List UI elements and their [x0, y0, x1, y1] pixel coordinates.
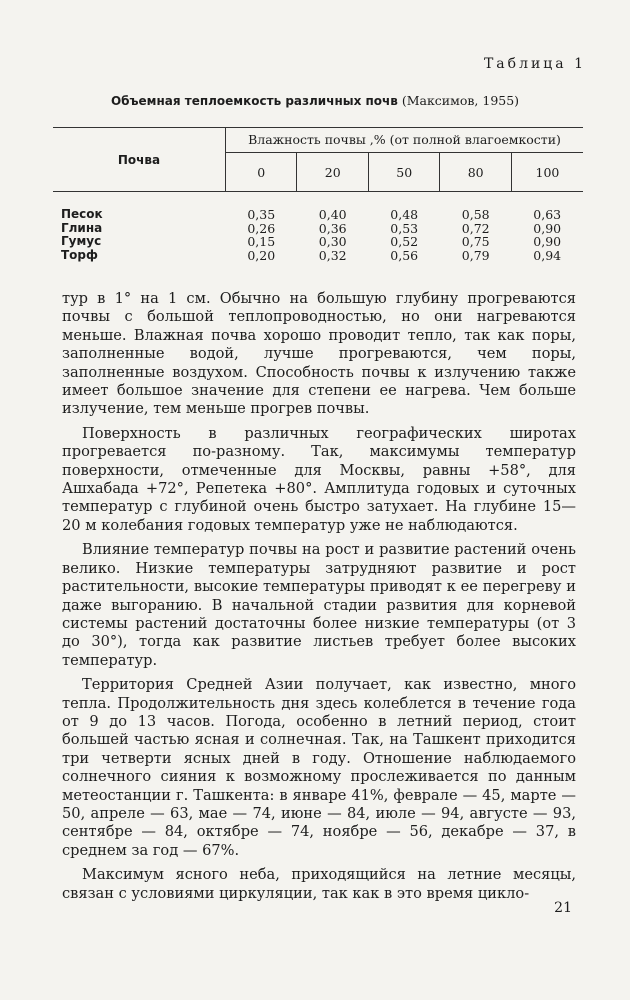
- paragraph: Влияние температур почвы на рост и развитие растений очень велико. Низкие температуры затрудняют развитие и рост растительности, высокие температуры приводят к ее перегреву и даже выгоранию. В начальной стадии развития для корневой системы растений достаточны более низкие температуры (от 3 до 30°), тогда как развитие листьев требует более высоких температур.: [62, 541, 576, 669]
- heat-capacity-table: [53, 127, 583, 262]
- moisture-column-header: 20: [297, 153, 368, 192]
- soil-name: Гумус: [61, 234, 102, 248]
- heat-capacity-value: 0,75: [461, 234, 490, 249]
- heat-capacity-value: 0,48: [390, 207, 419, 222]
- heat-capacity-value: 0,56: [390, 247, 419, 263]
- page-number: 21: [554, 900, 572, 916]
- table-row: [53, 222, 583, 236]
- heat-capacity-value: 0,35: [247, 207, 276, 222]
- heat-capacity-value: 0,40: [318, 207, 347, 222]
- heat-capacity-value: 0,32: [318, 247, 347, 263]
- table-row: [53, 235, 583, 249]
- heat-capacity-value: 0,94: [533, 247, 562, 263]
- paragraph: Максимум ясного неба, приходящийся на летние месяцы, связан с условиями циркуляции, так как в это время цикло-: [62, 866, 576, 902]
- table-row: [53, 192, 583, 222]
- paragraph: Поверхность в различных географических широтах прогревается по-разному. Так, максимумы температур поверхности, отмеченные для Москвы, равны +58°, для Ашхабада +72°, Репетека +80°. Амплитуда годовых и суточных температур с глубиной очень быстро затухает. На глубине 15—20 м колебания годовых температур уже не наблюдаются.: [62, 424, 576, 534]
- table-row: [53, 249, 583, 263]
- moisture-column-header: 50: [368, 153, 439, 192]
- table-title-main: Объемная теплоемкость различных почв: [110, 94, 398, 108]
- heat-capacity-value: 0,63: [533, 207, 562, 222]
- heat-capacity-value: 0,20: [247, 247, 276, 263]
- soil-name: Песок: [61, 207, 103, 221]
- moisture-column-header: 80: [440, 153, 511, 192]
- table-title-source: (Максимов, 1955): [401, 93, 520, 108]
- heat-capacity-value: 0,52: [390, 234, 419, 249]
- soil-column-header: Почва: [53, 128, 226, 192]
- soil-name: Глина: [61, 220, 103, 235]
- heat-capacity-value: 0,90: [533, 234, 562, 249]
- moisture-group-header: Влажность почвы ,% (от полной влагоемкости): [226, 128, 584, 153]
- heat-capacity-value: 0,72: [461, 220, 490, 236]
- soil-name: Торф: [61, 247, 98, 262]
- heat-capacity-value: 0,79: [461, 247, 490, 263]
- heat-capacity-value: 0,90: [533, 220, 562, 236]
- heat-capacity-value: 0,30: [318, 234, 347, 249]
- table-label: Таблица 1: [483, 56, 586, 72]
- paragraph: тур в 1° на 1 см. Обычно на большую глубину прогреваются почвы с большой теплопроводностью, но они нагреваются меньше. Влажная почва хорошо проводит тепло, так как поры, заполненные водой, лучше прогреваются, чем поры, заполненные воздухом. Способность почвы к излучению также имеет большое значение для степени ее нагрева. Чем больше излучение, тем меньше прогрев почвы.: [62, 290, 576, 418]
- moisture-column-header: 100: [511, 153, 583, 192]
- heat-capacity-value: 0,26: [247, 220, 276, 236]
- table-body: [53, 192, 583, 263]
- heat-capacity-value: 0,53: [390, 220, 419, 236]
- heat-capacity-value: 0,15: [247, 234, 276, 249]
- moisture-column-header: 0: [226, 153, 297, 192]
- paragraph: Территория Средней Азии получает, как известно, много тепла. Продолжительность дня здесь колеблется в течение года от 9 до 13 часов. Погода, особенно в летний период, стоит большей частью ясная и солнечная. Так, на Ташкент приходится три четверти ясных дней в году. Отношение наблюдаемого солнечного сияния к возможному прослеживается по данным метеостанции г. Ташкента: в январе 41%, феврале — 45, марте — 50, апреле — 63, мае — 74, июне — 84, июле — 94, августе — 93, сентябре — 84, октябре — 74, ноябре — 56, декабре — 37, в среднем за год — 67%.: [62, 676, 576, 859]
- body-text: [62, 290, 576, 909]
- heat-capacity-value: 0,58: [461, 207, 490, 222]
- table-title: [0, 93, 630, 108]
- heat-capacity-value: 0,36: [318, 220, 347, 236]
